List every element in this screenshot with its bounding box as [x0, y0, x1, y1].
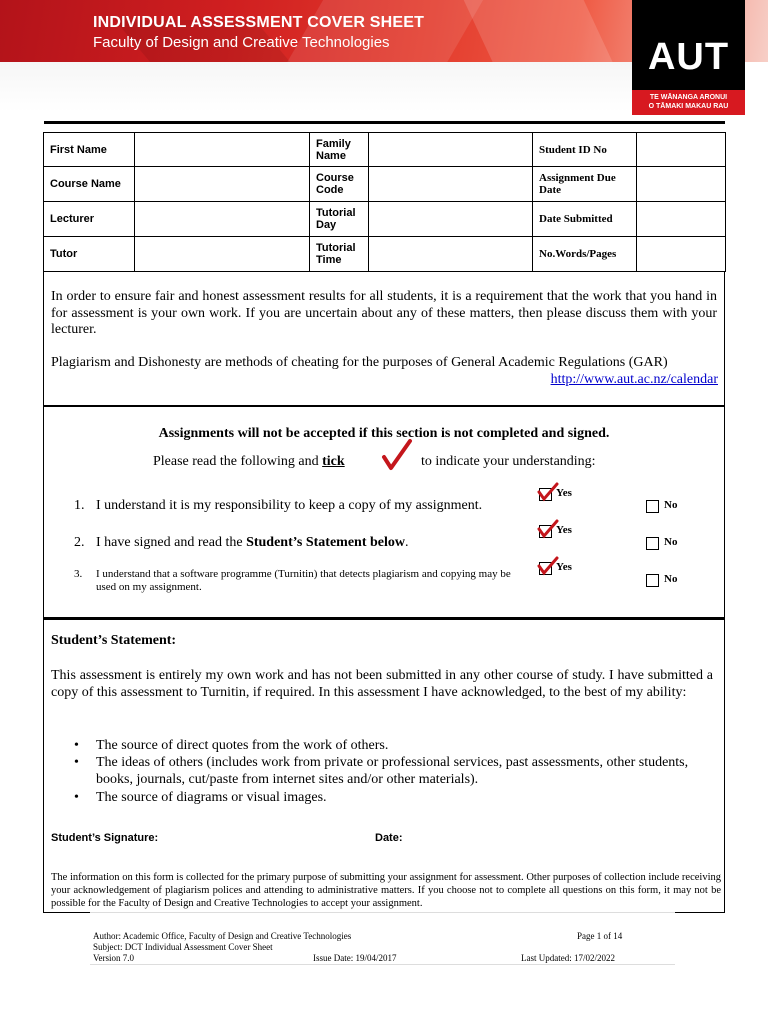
family-name-field[interactable] — [369, 133, 533, 167]
logo-line-1: TE WĀNANGA ARONUI — [649, 94, 728, 101]
bullet-3: The source of diagrams or visual images. — [96, 790, 327, 805]
footer-issue-date: Issue Date: 19/04/2017 — [313, 953, 397, 963]
item-1-text: I understand it is my responsibility to keep a copy of my assignment. — [96, 498, 483, 513]
instruction-tick: tick — [322, 454, 345, 469]
item-2-yes-label: Yes — [556, 524, 572, 536]
plagiarism-text: Plagiarism and Dishonesty are methods of cheating for the purposes of General Academic Regulations (GAR) — [51, 355, 668, 370]
item-2-text-bold: Student’s Statement below — [246, 535, 405, 550]
logo-band — [632, 90, 745, 115]
assignment-due-field[interactable] — [637, 167, 726, 202]
declaration-instruction — [153, 454, 345, 470]
tutorial-time-field[interactable] — [369, 237, 533, 272]
lecturer-label: Lecturer — [44, 202, 135, 237]
logo-line-2: O TĀMAKI MAKAU RAU — [648, 103, 729, 110]
course-name-label: Course Name — [44, 167, 135, 202]
intro-section — [43, 271, 725, 407]
document-title: INDIVIDUAL ASSESSMENT COVER SHEET — [93, 14, 425, 31]
tutor-label: Tutor — [44, 237, 135, 272]
date-submitted-label: Date Submitted — [533, 202, 637, 237]
bullet-dot-1: • — [74, 738, 79, 753]
course-name-field[interactable] — [135, 167, 310, 202]
footer-rule-top — [90, 912, 675, 913]
statement-paragraph: This assessment is entirely my own work and has not been submitted in any other course of study. I have submitted a copy of this assessment to Turnitin, if required. In this assessment I have acknowledged, to the best of my ability: — [51, 668, 713, 700]
first-name-field[interactable] — [135, 133, 310, 167]
item-2-number: 2. — [74, 535, 85, 550]
tick-mark-icon — [381, 439, 413, 471]
statement-heading: Student’s Statement: — [51, 633, 177, 648]
words-pages-field[interactable] — [637, 237, 726, 272]
signature-label: Student’s Signature: — [51, 832, 159, 844]
footer-version: Version 7.0 — [93, 953, 134, 963]
statement-section — [43, 617, 725, 913]
student-info-table — [43, 132, 726, 272]
footer-rule-bottom — [90, 964, 675, 965]
bullet-dot-3: • — [74, 790, 79, 805]
instruction-pre: Please read the following and — [153, 454, 319, 469]
footer-page: Page 1 of 14 — [577, 931, 623, 941]
course-code-label: Course Code — [310, 167, 369, 202]
aut-logo — [632, 0, 745, 115]
faculty-subtitle: Faculty of Design and Creative Technologies — [93, 34, 390, 51]
assignment-due-label: Assignment Due Date — [533, 167, 637, 202]
privacy-notice: The information on this form is collected for the primary purpose of submitting your assignment for assessment. Other purposes of collection include receiving your acknowledgement of plagiarism polices and attending to administrative matters. If you choose not to complete all questions on this form, it may not be possible for the Faculty of Design and Creative Technologies to accept your assignment. — [51, 872, 721, 909]
plagiarism-paragraph — [51, 355, 717, 372]
bullet-1: The source of direct quotes from the work of others. — [96, 738, 389, 753]
course-code-field[interactable] — [369, 167, 533, 202]
student-id-field[interactable] — [637, 133, 726, 167]
tutor-field[interactable] — [135, 237, 310, 272]
lecturer-field[interactable] — [135, 202, 310, 237]
declaration-heading: Assignments will not be accepted if this section is not completed and signed. — [158, 426, 610, 441]
date-submitted-field[interactable] — [637, 202, 726, 237]
date-label: Date: — [375, 832, 403, 844]
tutorial-time-label: Tutorial Time — [310, 237, 369, 272]
item-1-yes-label: Yes — [556, 487, 572, 499]
family-name-label: Family Name — [310, 133, 369, 167]
calendar-link[interactable]: http://www.aut.ac.nz/calendar — [550, 372, 718, 387]
student-id-label: Student ID No — [533, 133, 637, 167]
item-1-no-label: No — [664, 499, 678, 511]
item-2-text-pre: I have signed and read the — [96, 535, 247, 550]
header-rule — [44, 121, 725, 124]
item-2-text — [96, 535, 408, 551]
instruction-post: to indicate your understanding: — [421, 454, 596, 469]
banner-shadow — [0, 62, 632, 112]
item-3-text: I understand that a software programme (Turnitin) that detects plagiarism and copying may be used on my assignment. — [96, 568, 511, 593]
item-2-no-checkbox[interactable] — [646, 537, 659, 550]
logo-text: AUT — [647, 36, 730, 78]
bullet-dot-2: • — [74, 755, 79, 770]
item-3-number: 3. — [74, 568, 83, 580]
footer-last-updated: Last Updated: 17/02/2022 — [521, 953, 615, 963]
tutorial-day-label: Tutorial Day — [310, 202, 369, 237]
intro-paragraph: In order to ensure fair and honest assessment results for all students, it is a requirement that the work that you hand in for assessment is your own work. If you are uncertain about any of these matters, then please discuss them with your lecturer. — [51, 289, 717, 337]
item-3-no-label: No — [664, 573, 678, 585]
item-3-no-checkbox[interactable] — [646, 574, 659, 587]
item-3-yes-label: Yes — [556, 561, 572, 573]
item-2-text-post: . — [404, 535, 409, 550]
item-1-number: 1. — [74, 498, 85, 513]
tutorial-day-field[interactable] — [369, 202, 533, 237]
footer-subject: Subject: DCT Individual Assessment Cover Sheet — [93, 942, 273, 952]
footer-author: Author: Academic Office, Faculty of Design and Creative Technologies — [93, 931, 352, 941]
bullet-2: The ideas of others (includes work from private or professional services, past assessments, other students, books, journals, cut/paste from internet sites and/or other materials). — [96, 755, 689, 787]
item-2-no-label: No — [664, 536, 678, 548]
declaration-section — [43, 405, 725, 620]
item-1-no-checkbox[interactable] — [646, 500, 659, 513]
first-name-label: First Name — [44, 133, 135, 167]
words-pages-label: No.Words/Pages — [533, 237, 637, 272]
